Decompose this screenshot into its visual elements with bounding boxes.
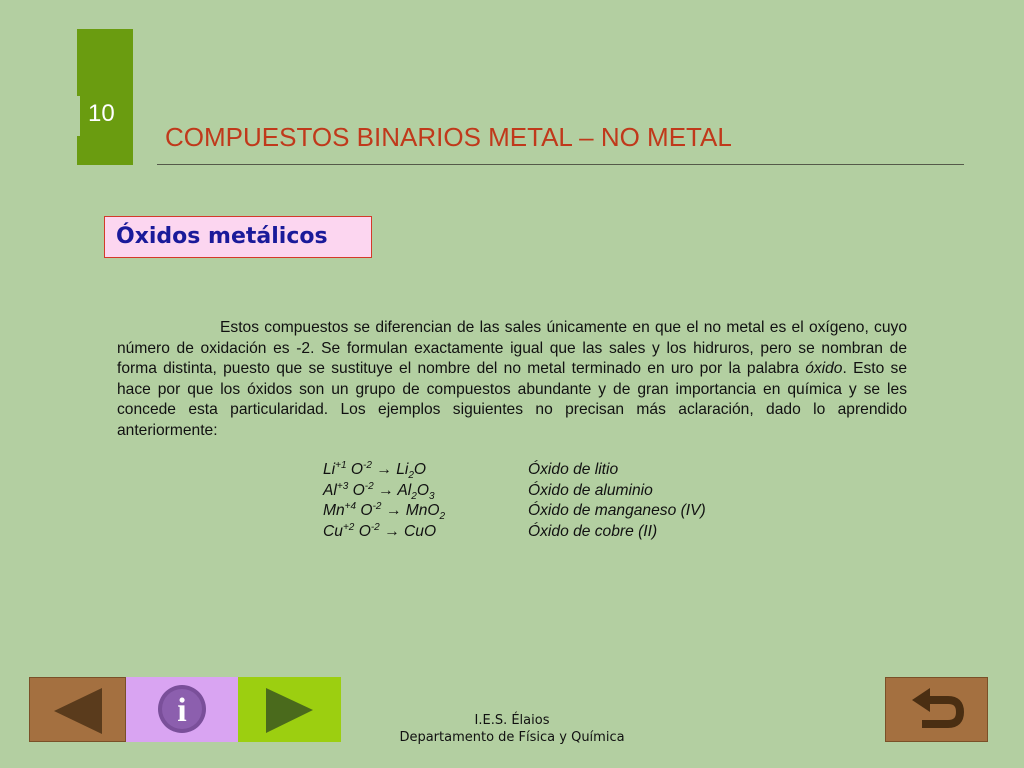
- paragraph-text-1: Estos compuestos se diferencian de las sales únicamente en que el no metal es el oxígeno, cuyo número de oxidación es -2. Se formulan exactamente igual que las sales y los hidruros, pero se nombran de forma distinta, puesto que se sustituye el nombre del no metal terminado en uro por la palabra: [117, 319, 907, 377]
- example-name: Óxido de manganeso (IV): [528, 502, 706, 519]
- arrow-icon: →: [376, 461, 392, 478]
- title-divider: [157, 164, 964, 165]
- body-paragraph: [117, 318, 907, 441]
- info-button[interactable]: [126, 677, 238, 742]
- info-glyph: i: [177, 692, 187, 729]
- tab-notch: [77, 96, 80, 136]
- triangle-left-icon: [30, 678, 127, 743]
- example-name: Óxido de aluminio: [528, 481, 653, 499]
- return-button[interactable]: [885, 677, 988, 742]
- triangle-right-icon: [238, 677, 341, 742]
- example-formula: $Cu^{+2}$ $O^{-2}$ → CuO: [323, 521, 437, 540]
- arrow-icon: →: [378, 481, 394, 499]
- return-arrow-icon: [886, 678, 989, 743]
- example-formula: $Li^{+1}$ $O^{-2} \to Li_2O$: [323, 459, 427, 482]
- arrow-icon: →: [384, 522, 400, 540]
- info-icon: [126, 677, 238, 742]
- example-formula: $Al^{+3}$ $O^{-2} \to Al_2O_3$: [323, 480, 435, 502]
- arrow-icon: →: [385, 502, 402, 519]
- paragraph-text-2: . Esto se hace por que los óxidos son un grupo de compuestos abundante y de gran importancia en química y se les concede esta particularidad. Los ejemplos siguientes no precisan más aclaración, dado lo aprendido anteriormente:: [117, 360, 908, 439]
- section-heading: Óxidos metálicos: [116, 224, 328, 249]
- previous-button[interactable]: [29, 677, 126, 742]
- slide-number: 10: [88, 100, 115, 127]
- example-formula: $Mn^{+4}$ $O^{-2} \to MnO_2$: [323, 500, 446, 523]
- footer-school: I.E.S. Élaios: [474, 713, 550, 728]
- page-title: COMPUESTOS BINARIOS METAL – NO METAL: [165, 122, 732, 152]
- footer-department: Departamento de Física y Química: [399, 730, 625, 745]
- example-name: Óxido de cobre (II): [528, 522, 658, 540]
- next-button[interactable]: [238, 677, 341, 742]
- footer: [380, 712, 644, 746]
- slide-number-tab: [77, 29, 133, 165]
- paragraph-emphasis: óxido: [805, 360, 843, 377]
- example-name: Óxido de litio: [528, 461, 619, 478]
